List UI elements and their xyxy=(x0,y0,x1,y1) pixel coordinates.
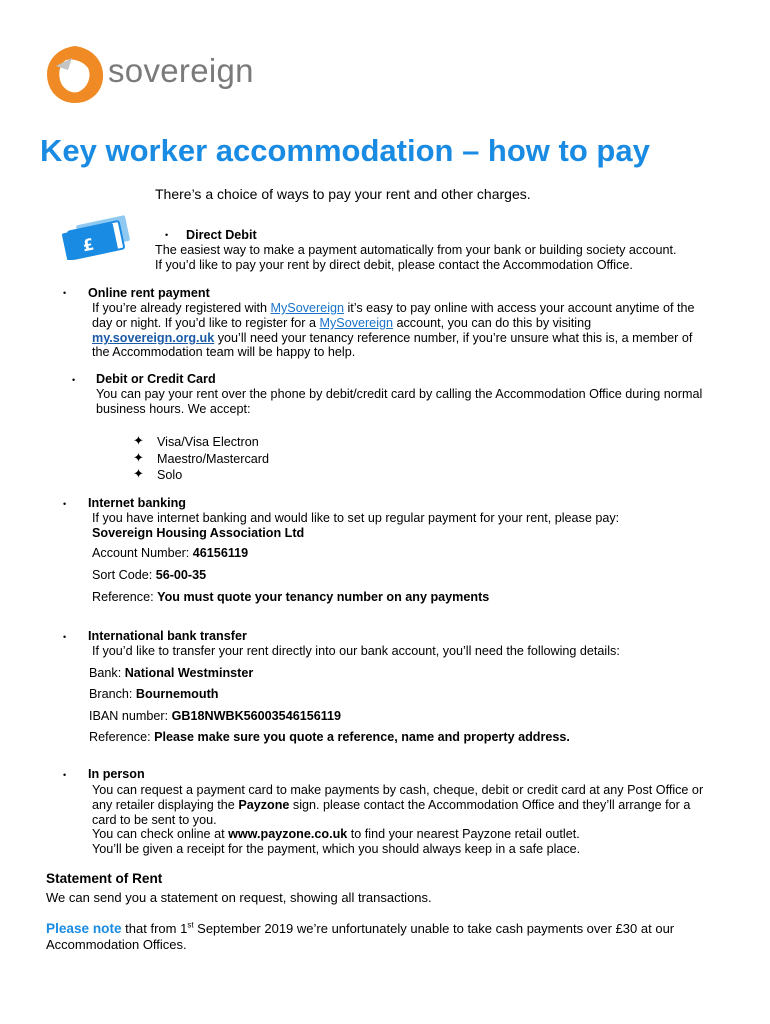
iban-row xyxy=(89,709,341,724)
reference-row xyxy=(92,590,489,605)
iban-label: IBAN number: xyxy=(89,709,172,723)
my-sovereign-url-link[interactable]: my.sovereign.org.uk xyxy=(92,331,215,345)
card-payment-heading: Debit or Credit Card xyxy=(96,372,216,386)
in-person-line-4 xyxy=(92,827,580,842)
in-person-line-3: card to be sent to you. xyxy=(92,813,217,827)
online-payment-line-1 xyxy=(92,301,694,316)
note-line-2: Accommodation Offices. xyxy=(46,937,187,952)
reference-label: Reference: xyxy=(89,730,155,744)
online-text: If you’re already registered with xyxy=(92,301,271,315)
reference-value: Please make sure you quote a reference, name and property address. xyxy=(154,730,570,744)
bullet-icon: • xyxy=(63,632,67,642)
statement-line-1: We can send you a statement on request, showing all transactions. xyxy=(46,890,432,905)
card-payment-line-1: You can pay your rent over the phone by debit/credit card by calling the Accommodation Office during normal xyxy=(96,387,703,401)
internet-banking-line-1: If you have internet banking and would like to set up regular payment for your rent, please pay: xyxy=(92,511,620,525)
statement-heading: Statement of Rent xyxy=(46,871,163,886)
bullet-icon: • xyxy=(63,499,67,509)
banknote-pound-icon xyxy=(60,212,132,260)
international-reference-row xyxy=(89,730,570,745)
online-text: account, you can do this by visiting xyxy=(393,316,592,330)
note-text: September 2019 we’re unfortunately unable to take cash payments over £30 at our xyxy=(193,921,675,936)
online-text: day or night. If you’d like to register for a xyxy=(92,316,320,330)
in-person-line-5: You’ll be given a receipt for the payment, which you should always keep in a safe place. xyxy=(92,842,581,856)
in-person-text: You can check online at xyxy=(92,827,229,841)
bank-row xyxy=(89,666,253,681)
sovereign-logo-mark xyxy=(44,44,106,106)
accepted-card-item: Solo xyxy=(157,468,183,482)
sort-code-label: Sort Code: xyxy=(92,568,156,582)
iban-value: GB18NWBK56003546156119 xyxy=(171,709,342,723)
in-person-text: sign. please contact the Accommodation Office and they’ll arrange for a xyxy=(289,798,691,812)
branch-row xyxy=(89,687,218,702)
in-person-heading: In person xyxy=(88,767,145,781)
direct-debit-line-2: If you’d like to pay your rent by direct debit, please contact the Accommodation Office. xyxy=(155,258,633,272)
in-person-text: any retailer displaying the xyxy=(92,798,239,812)
bank-label: Bank: xyxy=(89,666,125,680)
online-text: it’s easy to pay online with access your account anytime of the xyxy=(344,301,695,315)
bullet-icon: • xyxy=(72,375,76,385)
online-payment-heading: Online rent payment xyxy=(88,286,210,300)
internet-banking-heading: Internet banking xyxy=(88,496,186,510)
payzone-url: www.payzone.co.uk xyxy=(228,827,348,841)
note-text: that from 1 xyxy=(121,921,188,936)
note-label: Please note xyxy=(46,921,122,936)
page-title: Key worker accommodation – how to pay xyxy=(40,133,650,168)
in-person-line-1: You can request a payment card to make payments by cash, cheque, debit or credit card at any Post Office or xyxy=(92,783,704,797)
sort-code-value: 56-00-35 xyxy=(155,568,207,582)
card-payment-line-2: business hours. We accept: xyxy=(96,402,251,416)
accepted-card-item: Visa/Visa Electron xyxy=(157,435,259,449)
account-number-row xyxy=(92,546,248,561)
pound-symbol: £ xyxy=(80,234,96,256)
in-person-text: to find your nearest Payzone retail outlet. xyxy=(347,827,580,841)
mysovereign-link[interactable]: MySovereign xyxy=(270,301,344,315)
bullet-icon: • xyxy=(63,288,67,298)
online-payment-line-4: the Accommodation team will be happy to help. xyxy=(92,345,356,359)
payee-name: Sovereign Housing Association Ltd xyxy=(92,526,305,540)
bullet-icon: • xyxy=(165,230,169,240)
note-line-1 xyxy=(46,922,674,937)
bank-value: National Westminster xyxy=(124,666,254,680)
sort-code-row xyxy=(92,568,206,583)
branch-label: Branch: xyxy=(89,687,136,701)
in-person-line-2 xyxy=(92,798,690,813)
direct-debit-line-1: The easiest way to make a payment automatically from your bank or building society account. xyxy=(155,243,677,257)
account-number-value: 46156119 xyxy=(192,546,249,560)
international-transfer-heading: International bank transfer xyxy=(88,629,247,643)
sovereign-logo-wordmark: sovereign xyxy=(108,52,254,89)
bullet-icon: • xyxy=(63,770,67,780)
reference-label: Reference: xyxy=(92,590,158,604)
online-payment-line-3 xyxy=(92,331,692,346)
reference-value: You must quote your tenancy number on any payments xyxy=(157,590,490,604)
account-number-label: Account Number: xyxy=(92,546,193,560)
star-bullet-icon: ✦ xyxy=(133,466,144,481)
online-text: you’ll need your tenancy reference number, if you’re unsure what this is, a member of xyxy=(214,331,693,345)
direct-debit-heading: Direct Debit xyxy=(186,228,257,242)
online-payment-line-2 xyxy=(92,316,591,331)
accepted-card-item: Maestro/Mastercard xyxy=(157,452,269,466)
star-bullet-icon: ✦ xyxy=(133,450,144,465)
mysovereign-link[interactable]: MySovereign xyxy=(319,316,393,330)
star-bullet-icon: ✦ xyxy=(133,433,144,448)
international-transfer-line-1: If you’d like to transfer your rent directly into our bank account, you’ll need the following details: xyxy=(92,644,620,658)
branch-value: Bournemouth xyxy=(135,687,219,701)
payzone-label: Payzone xyxy=(238,798,290,812)
intro-text: There’s a choice of ways to pay your rent and other charges. xyxy=(155,186,531,202)
note-superscript: st xyxy=(187,920,194,930)
